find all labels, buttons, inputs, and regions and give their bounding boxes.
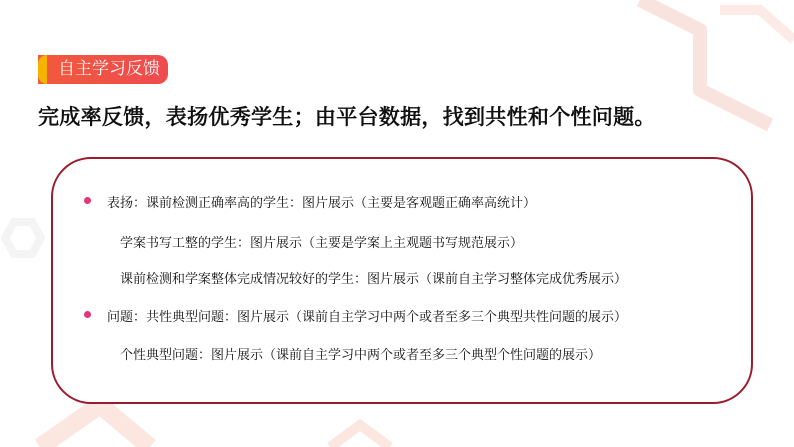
- left-hex: [5, 222, 41, 254]
- headline: 完成率反馈，表扬优秀学生；由平台数据，找到共性和个性问题。: [38, 105, 656, 129]
- content-line-individual: 个性典型问题：图片展示（课前自主学习中两个或者至多三个典型个性问题的展示）: [120, 348, 602, 363]
- section-tag-label: 自主学习反馈: [58, 59, 160, 79]
- bottom-left-chevron: [40, 405, 150, 447]
- content-line-overall: 课前检测和学案整体完成情况较好的学生：图片展示（课前自主学习整体完成优秀展示）: [120, 272, 628, 287]
- content-line-problems: 问题：共性典型问题：图片展示（课前自主学习中两个或者至多三个典型共性问题的展示）: [107, 310, 628, 325]
- content-line-worksheet: 学案书写工整的学生：图片展示（主要是学案上主观题书写规范展示）: [120, 236, 524, 251]
- bullet-dot: [84, 197, 91, 204]
- bullet-dot: [84, 311, 91, 318]
- content-line-praise: 表扬：课前检测正确率高的学生：图片展示（主要是客观题正确率高统计）: [107, 196, 537, 211]
- top-right-hexagon-outline: [640, 0, 770, 125]
- top-right-chevron: [720, 10, 794, 40]
- bottom-center-chevron: [330, 425, 390, 447]
- section-tag-accent: [38, 55, 47, 84]
